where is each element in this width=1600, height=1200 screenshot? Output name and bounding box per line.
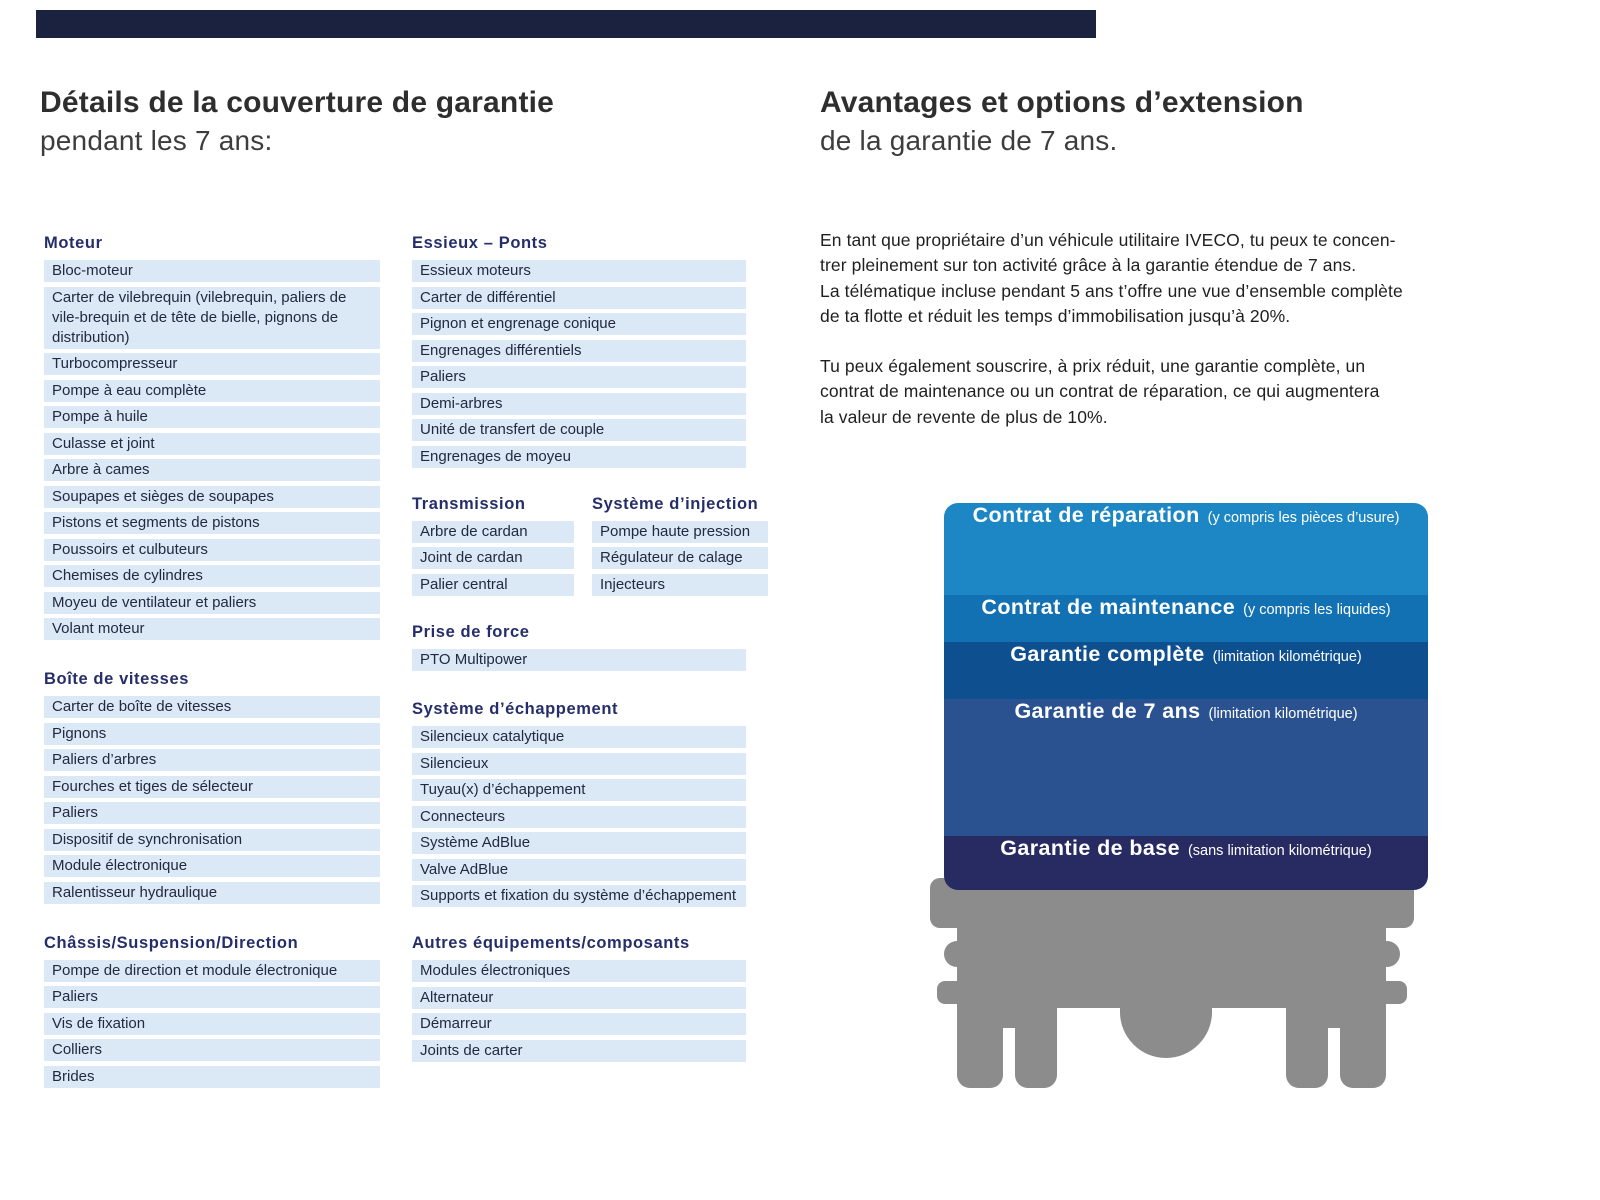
list-item: Régulateur de calage xyxy=(592,547,768,569)
truck-wheel-inner-left xyxy=(1015,1006,1057,1088)
list-item: Connecteurs xyxy=(412,806,746,828)
section-transmission xyxy=(412,494,574,601)
list-item: Pistons et segments de pistons xyxy=(44,512,380,534)
list-item: Palier central xyxy=(412,574,574,596)
list-item: Demi-arbres xyxy=(412,393,746,415)
list-item: PTO Multipower xyxy=(412,649,746,671)
list-item: Volant moteur xyxy=(44,618,380,640)
paragraph-line: contrat de maintenance ou un contrat de réparation, ce qui augmentera xyxy=(820,381,1380,402)
truck-side-tab-left xyxy=(937,981,965,1004)
section-essieux xyxy=(412,233,746,468)
tier-label: Garantie de 7 ans xyxy=(1014,699,1201,723)
section-title: Moteur xyxy=(44,234,103,252)
list-item: Joint de cardan xyxy=(412,547,574,569)
list-item: Pignons xyxy=(44,723,380,745)
warranty-tier-4 xyxy=(944,699,1428,836)
section-injection xyxy=(592,494,768,601)
list-item: Joints de carter xyxy=(412,1040,746,1062)
list-item: Unité de transfert de couple xyxy=(412,419,746,441)
list-item: Essieux moteurs xyxy=(412,260,746,282)
section-title: Châssis/Suspension/Direction xyxy=(44,933,299,952)
list-item: Soupapes et sièges de soupapes xyxy=(44,486,380,508)
list-item: Tuyau(x) d’échappement xyxy=(412,779,746,801)
advantages-paragraph-1 xyxy=(820,228,1500,329)
section-moteur xyxy=(44,233,380,640)
list-item: Modules électroniques xyxy=(412,960,746,982)
parts-list-autres xyxy=(412,960,746,1062)
list-item: Pompe de direction et module électronique xyxy=(44,960,380,982)
page-subtitle-left: pendant les 7 ans: xyxy=(40,125,273,156)
list-item: Vis de fixation xyxy=(44,1013,380,1035)
warranty-tier-5 xyxy=(944,836,1428,890)
paragraph-line: Tu peux également souscrire, à prix réduit, une garantie complète, un xyxy=(820,356,1366,377)
list-item: Poussoirs et culbuteurs xyxy=(44,539,380,561)
page-title-left: Détails de la couverture de garantie xyxy=(40,86,555,119)
warranty-tier-1 xyxy=(944,503,1428,595)
list-item: Pompe à eau complète xyxy=(44,380,380,402)
section-chassis xyxy=(44,933,380,1088)
list-item: Pompe à huile xyxy=(44,406,380,428)
page-title-right: Avantages et options d’extension xyxy=(820,86,1304,119)
list-item: Culasse et joint xyxy=(44,433,380,455)
tier-note: (limitation kilométrique) xyxy=(1208,706,1358,722)
coverage-column-middle xyxy=(412,233,770,1066)
section-title: Essieux – Ponts xyxy=(412,234,548,252)
warranty-stack xyxy=(944,503,1428,890)
right-page-header xyxy=(820,84,1520,160)
list-item: Fourches et tiges de sélecteur xyxy=(44,776,380,798)
list-item: Colliers xyxy=(44,1039,380,1061)
tier-note: (y compris les liquides) xyxy=(1243,602,1391,618)
truck-side-tab-right xyxy=(1379,981,1407,1004)
transmission-injection-row xyxy=(412,494,770,601)
top-accent-bar xyxy=(36,10,1096,38)
paragraph-line: trer pleinement sur ton activité grâce à la garantie étendue de 7 ans. xyxy=(820,255,1357,276)
advantages-text xyxy=(820,228,1500,455)
list-item: Ralentisseur hydraulique xyxy=(44,882,380,904)
paragraph-line: de ta flotte et réduit les temps d’immobilisation jusqu’à 20%. xyxy=(820,305,1291,326)
truck-side-knob-right xyxy=(1374,941,1400,967)
advantages-paragraph-2 xyxy=(820,354,1500,430)
tier-note: (y compris les pièces d’usure) xyxy=(1207,510,1400,526)
truck-wheel-inner-right xyxy=(1286,1006,1328,1088)
page-subtitle-right: de la garantie de 7 ans. xyxy=(820,125,1118,156)
list-item: Valve AdBlue xyxy=(412,859,746,881)
warranty-tier-2 xyxy=(944,595,1428,642)
list-item: Chemises de cylindres xyxy=(44,565,380,587)
tier-note: (limitation kilométrique) xyxy=(1212,649,1362,665)
list-item: Paliers xyxy=(412,366,746,388)
section-autres xyxy=(412,933,746,1062)
list-item: Paliers xyxy=(44,986,380,1008)
list-item: Système AdBlue xyxy=(412,832,746,854)
list-item: Paliers xyxy=(44,802,380,824)
list-item: Engrenages différentiels xyxy=(412,340,746,362)
section-prise-de-force xyxy=(412,622,746,671)
list-item: Injecteurs xyxy=(592,574,768,596)
section-echappement xyxy=(412,699,746,907)
section-title: Autres équipements/composants xyxy=(412,934,690,952)
list-item: Démarreur xyxy=(412,1013,746,1035)
list-item: Carter de boîte de vitesses xyxy=(44,696,380,718)
section-title: Prise de force xyxy=(412,623,530,641)
list-item: Turbocompresseur xyxy=(44,353,380,375)
truck-wheel-outer-right xyxy=(1340,1006,1386,1088)
tier-label: Contrat de maintenance xyxy=(981,595,1236,619)
parts-list-echappement xyxy=(412,726,746,907)
warranty-tier-3 xyxy=(944,642,1428,699)
parts-list-chassis xyxy=(44,960,380,1088)
coverage-column-left xyxy=(44,233,380,1092)
section-title: Transmission xyxy=(412,494,526,513)
parts-list-moteur xyxy=(44,260,380,640)
truck-wheel-outer-left xyxy=(957,1006,1003,1088)
tier-label: Garantie complète xyxy=(1010,642,1205,666)
left-page-header xyxy=(40,84,740,160)
list-item: Silencieux catalytique xyxy=(412,726,746,748)
parts-list-essieux xyxy=(412,260,746,468)
list-item: Bloc-moteur xyxy=(44,260,380,282)
list-item: Carter de différentiel xyxy=(412,287,746,309)
list-item: Arbre de cardan xyxy=(412,521,574,543)
section-title: Système d’injection xyxy=(592,494,759,513)
list-item: Pompe haute pression xyxy=(592,521,768,543)
list-item: Supports et fixation du système d’échappement xyxy=(412,885,746,907)
truck-side-knob-left xyxy=(944,941,970,967)
paragraph-line: La télématique incluse pendant 5 ans t’offre une vue d’ensemble complète xyxy=(820,280,1403,301)
tier-label: Contrat de réparation xyxy=(972,503,1200,527)
list-item: Dispositif de synchronisation xyxy=(44,829,380,851)
parts-list-prise xyxy=(412,649,746,671)
list-item: Arbre à cames xyxy=(44,459,380,481)
tier-label: Garantie de base xyxy=(1000,836,1180,860)
list-item: Pignon et engrenage conique xyxy=(412,313,746,335)
list-item: Module électronique xyxy=(44,855,380,877)
list-item: Alternateur xyxy=(412,987,746,1009)
list-item: Carter de vilebrequin (vilebrequin, paliers de vile-brequin et de tête de bielle, pignons de distribution) xyxy=(44,287,380,349)
section-title: Système d’échappement xyxy=(412,700,619,718)
section-title: Boîte de vitesses xyxy=(44,670,190,688)
list-item: Moyeu de ventilateur et paliers xyxy=(44,592,380,614)
section-boite-de-vitesses xyxy=(44,669,380,904)
tier-note: (sans limitation kilométrique) xyxy=(1187,843,1372,859)
list-item: Silencieux xyxy=(412,753,746,775)
truck-axle-dome xyxy=(1120,1006,1212,1058)
paragraph-line: En tant que propriétaire d’un véhicule utilitaire IVECO, tu peux te concen- xyxy=(820,230,1396,250)
list-item: Paliers d’arbres xyxy=(44,749,380,771)
parts-list-injection xyxy=(592,521,768,596)
parts-list-transmission xyxy=(412,521,574,596)
list-item: Brides xyxy=(44,1066,380,1088)
list-item: Engrenages de moyeu xyxy=(412,446,746,468)
truck-body xyxy=(957,926,1386,1008)
paragraph-line: la valeur de revente de plus de 10%. xyxy=(820,406,1108,427)
parts-list-boite xyxy=(44,696,380,904)
